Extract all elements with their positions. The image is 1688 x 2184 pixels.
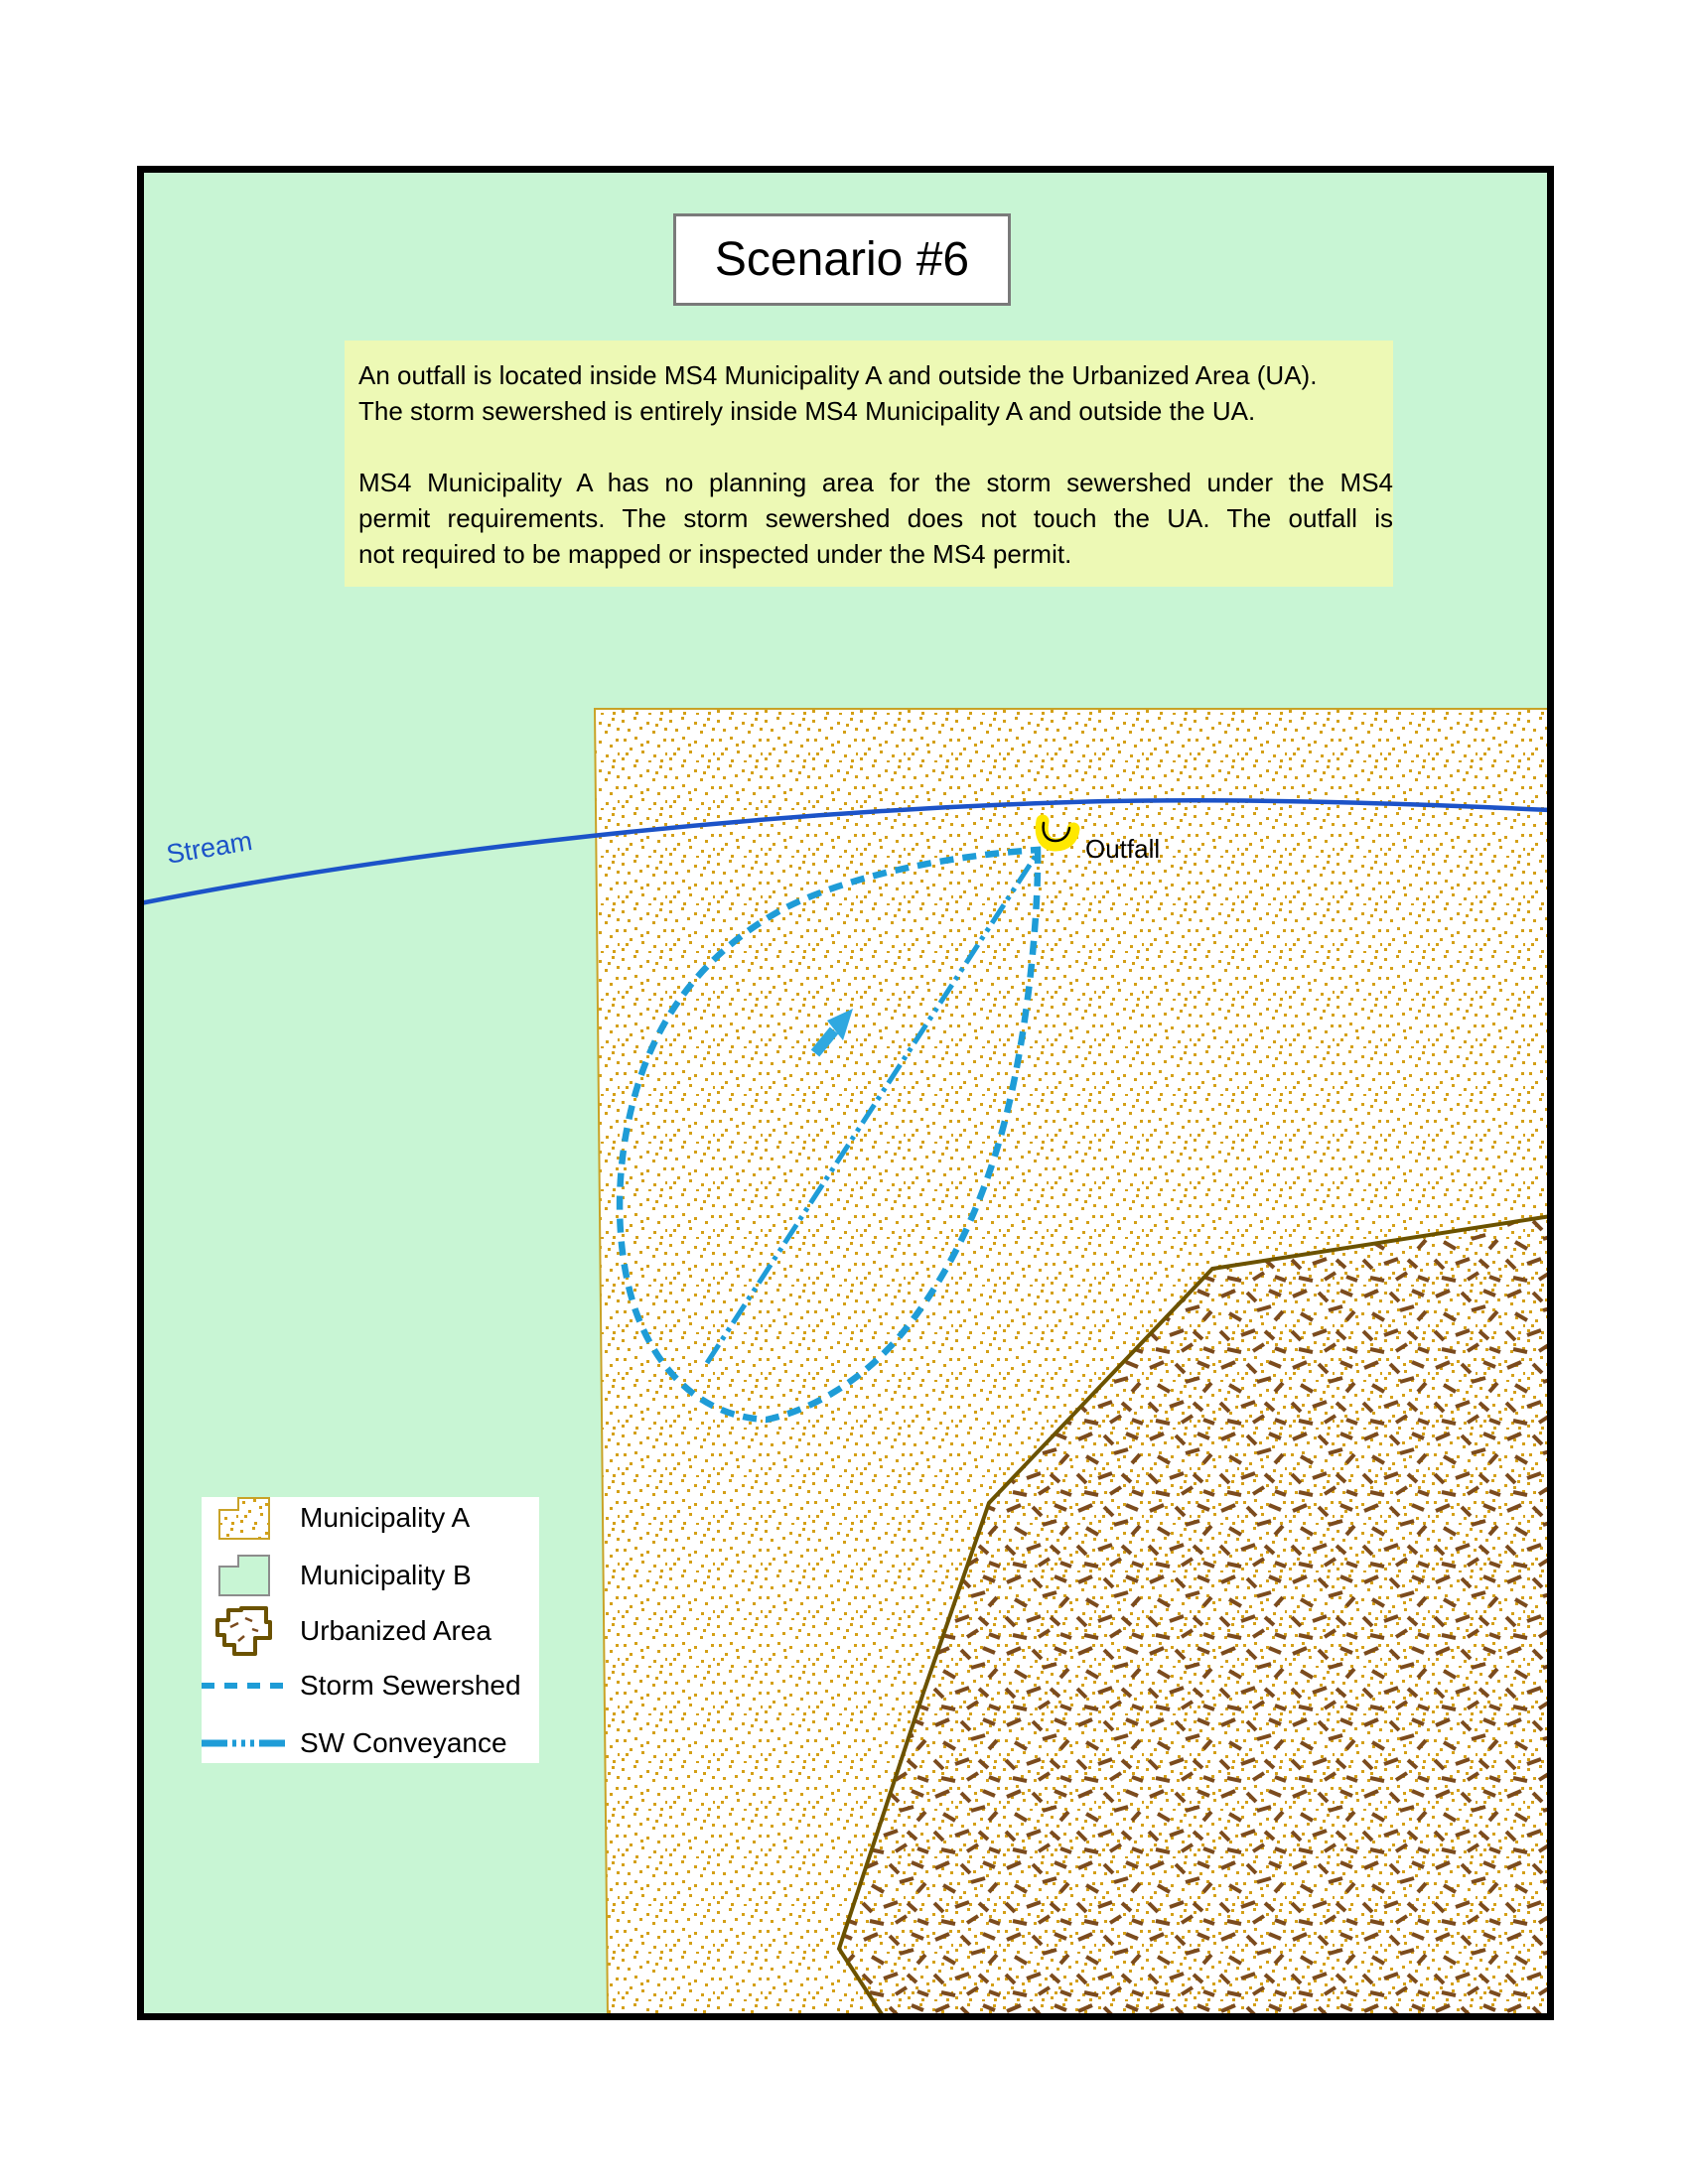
note-paragraph2-line3: not required to be mapped or inspected under the MS4 permit. (358, 539, 1072, 569)
note-paragraph2-line2: permit requirements. The storm sewershed does not touch the UA. The outfall is (358, 503, 1393, 533)
legend-label-urbanized-area: Urbanized Area (300, 1615, 492, 1646)
legend-label-municipality-a: Municipality A (300, 1502, 471, 1533)
page-title: Scenario #6 (714, 233, 970, 286)
outfall-label: Outfall (1085, 834, 1161, 864)
stream-label: Stream (164, 825, 255, 870)
legend-label-sw-conveyance: SW Conveyance (300, 1727, 507, 1758)
scenario-note-box (345, 341, 1393, 587)
page-title-box (673, 213, 1011, 306)
note-paragraph2-line1: MS4 Municipality A has no planning area for the storm sewershed under the MS4 (358, 468, 1393, 497)
note-paragraph-gap (358, 429, 1393, 465)
note-paragraph1-line1: An outfall is located inside MS4 Municipality A and outside the Urbanized Area (UA). (358, 360, 1318, 390)
note-paragraph1-line2: The storm sewershed is entirely inside MS4 Municipality A and outside the UA. (358, 396, 1256, 426)
legend-label-storm-sewershed: Storm Sewershed (300, 1670, 521, 1701)
legend-label-municipality-b: Municipality B (300, 1560, 472, 1590)
